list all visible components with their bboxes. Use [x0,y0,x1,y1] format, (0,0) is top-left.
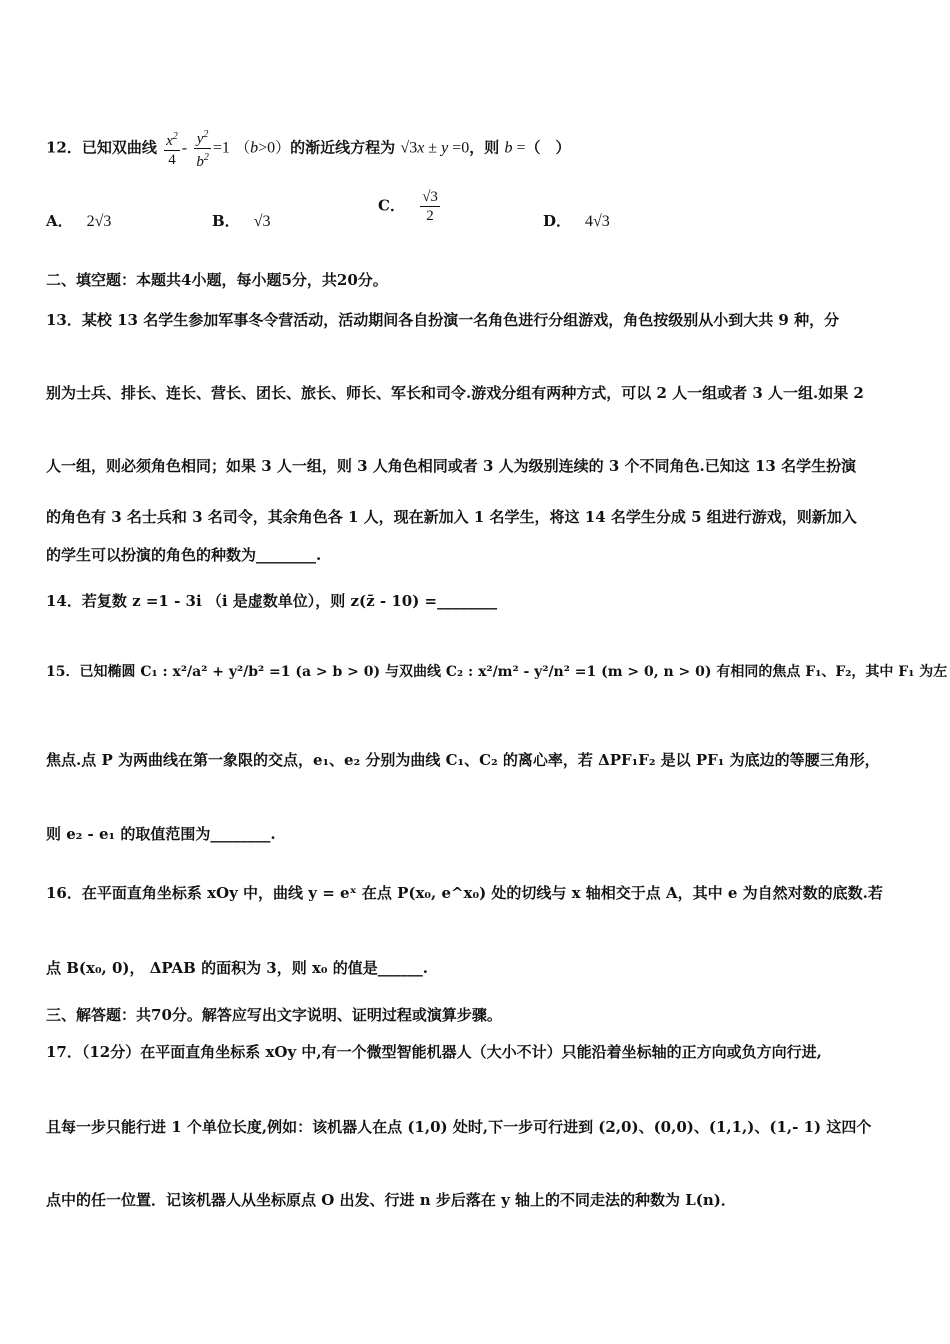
q12-option-a: A． 2√3 [46,212,112,230]
q12-frac-x: $\frac{x^2}{4}$ [164,128,180,169]
q12-stem: 12．已知双曲线 $\frac{x^2}{4}$ - $\frac{y^2}{b^2}$ =1 （b>0）的渐近线方程为 √3x ± y =0，则 b =（ ） [46,126,920,171]
q12-frac-y: $\frac{y^2}{b^2}$ [194,126,211,171]
q12-prefix: 12．已知双曲线 [46,138,157,157]
q12-option-d: D． 4√3 [543,212,610,230]
q15-line3: 则 e₂ - e₁ 的取值范围为________. [46,825,276,843]
q15-line1: 15．已知椭圆 C₁ : x²/a² + y²/b² =1 (a > b > 0) 与双曲线 C₂ : x²/m² - y²/n² =1 (m > 0, n > 0) 有相同的焦点 F₁、F₂，其中 F₁ 为左 [46,664,948,680]
q17-line2: 且每一步只能行进 1 个单位长度,例如：该机器人在点 (1,0) 处时,下一步可行进到 (2,0)、(0,0)、(1,1,)、(1,- 1) 这四个 [46,1118,872,1136]
section2-heading: 二、填空题：本题共4小题，每小题5分，共20分。 [46,271,388,289]
q17-line1: 17．（12分）在平面直角坐标系 xOy 中,有一个微型智能机器人（大小不计）只能沿着坐标轴的正方向或负方向行进, [46,1043,822,1061]
q12-option-b: B． √3 [212,212,271,230]
q17-line3: 点中的任一位置．记该机器人从坐标原点 O 出发、行进 n 步后落在 y 轴上的不同走法的种数为 L(n)． [46,1191,736,1209]
q14-text: 14．若复数 z =1 - 3i （i 是虚数单位），则 z(z̄ - 10) =________ [46,592,498,610]
q13-line5: 的学生可以扮演的角色的种数为________. [46,546,322,564]
q16-line1: 16．在平面直角坐标系 xOy 中，曲线 y = eˣ 在点 P(x₀, e^x₀) 处的切线与 x 轴相交于点 A，其中 e 为自然对数的底数.若 [46,884,883,902]
q15-line2: 焦点.点 P 为两曲线在第一象限的交点，e₁、e₂ 分别为曲线 C₁、C₂ 的离心率，若 ΔPF₁F₂ 是以 PF₁ 为底边的等腰三角形， [46,751,880,769]
section3-heading: 三、解答题：共70分。解答应写出文字说明、证明过程或演算步骤。 [46,1006,502,1024]
q16-line2: 点 B(x₀, 0)， ΔPAB 的面积为 3，则 x₀ 的值是______. [46,959,428,977]
q12-option-c: C． $\frac{√3}{2}$ [378,189,438,224]
q13-line4: 的角色有 3 名士兵和 3 名司令，其余角色各 1 人，现在新加入 1 名学生，将这 14 名学生分成 5 组进行游戏，则新加入 [46,508,857,526]
q13-line2: 别为士兵、排长、连长、营长、团长、旅长、师长、军长和司令.游戏分组有两种方式，可以 2 人一组或者 3 人一组.如果 2 [46,384,864,402]
q13-line3: 人一组，则必须角色相同；如果 3 人一组，则 3 人角色相同或者 3 人为级别连续的 3 个不同角色.已知这 13 名学生扮演 [46,457,857,475]
q13-line1: 13．某校 13 名学生参加军事冬令营活动，活动期间各自扮演一名角色进行分组游戏，角色按级别从小到大共 9 种，分 [46,311,840,329]
